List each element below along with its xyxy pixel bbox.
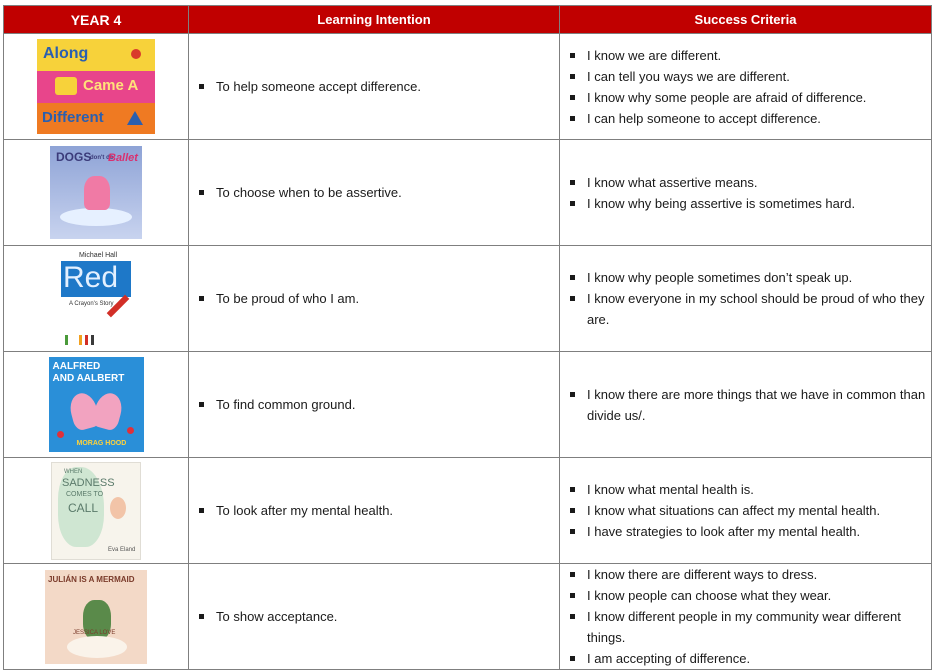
- criteria-item: I know why some people are afraid of difference.: [587, 87, 931, 108]
- book-cover-aalfred-and-aalbert: AALFRED AND AALBERT MORAG HOOD: [49, 357, 144, 452]
- success-criteria-cell: [560, 352, 932, 458]
- book-cover-when-sadness-comes-to-call: WHEN SADNESS COMES TO CALL Eva Eland: [51, 462, 141, 560]
- book-cover-cell: [4, 458, 189, 564]
- header-row: [4, 6, 932, 34]
- book-cover-cell: [4, 246, 189, 352]
- success-criteria-cell: [560, 34, 932, 140]
- crayon-icon: [65, 335, 68, 345]
- child-icon: [110, 497, 126, 519]
- table-row: [4, 352, 932, 458]
- crayon-icon: [79, 335, 82, 345]
- criteria-item: I can tell you ways we are different.: [587, 66, 931, 87]
- intention-text: To be proud of who I am.: [216, 288, 559, 309]
- table-row: [4, 458, 932, 564]
- triangle-character-icon: [127, 111, 143, 125]
- intention-text: To choose when to be assertive.: [216, 182, 559, 203]
- crayon-icon: [91, 335, 94, 345]
- aardvark-icon: [90, 390, 124, 432]
- table-row: [4, 246, 932, 352]
- success-criteria-cell: [560, 458, 932, 564]
- success-criteria-header: Success Criteria: [560, 6, 932, 34]
- criteria-item: I know we are different.: [587, 45, 931, 66]
- year4-table: [3, 5, 932, 670]
- criteria-item: I know people can choose what they wear.: [587, 585, 931, 606]
- apple-icon: [131, 49, 141, 59]
- criteria-item: I know why being assertive is sometimes hard.: [587, 193, 931, 214]
- success-criteria-cell: [560, 564, 932, 670]
- crayon-icon: [85, 335, 88, 345]
- year-header: YEAR 4: [4, 6, 189, 34]
- spotlight-shape: [60, 208, 132, 226]
- learning-intention-header: Learning Intention: [189, 6, 560, 34]
- criteria-item: I know different people in my community wear different things.: [587, 606, 931, 648]
- table-row: [4, 34, 932, 140]
- book-cover-cell: [4, 564, 189, 670]
- learning-intention-cell: [189, 140, 560, 246]
- book-cover-julian-is-a-mermaid: JULIÁN IS A MERMAID JESSICA LOVE: [45, 570, 147, 664]
- success-criteria-cell: [560, 140, 932, 246]
- intention-text: To help someone accept difference.: [216, 76, 559, 97]
- criteria-item: I know everyone in my school should be proud of who they are.: [587, 288, 931, 330]
- criteria-item: I have strategies to look after my mental health.: [587, 521, 931, 542]
- criteria-item: I am accepting of difference.: [587, 648, 931, 669]
- criteria-item: I know why people sometimes don’t speak up.: [587, 267, 931, 288]
- learning-intention-cell: [189, 458, 560, 564]
- learning-intention-cell: [189, 246, 560, 352]
- table-row: [4, 140, 932, 246]
- flower-icon: [127, 427, 134, 434]
- book-cover-cell: [4, 140, 189, 246]
- character-icon: [55, 77, 77, 95]
- learning-intention-cell: [189, 564, 560, 670]
- learning-intention-cell: [189, 352, 560, 458]
- intention-text: To find common ground.: [216, 394, 559, 415]
- criteria-item: I can help someone to accept difference.: [587, 108, 931, 129]
- criteria-item: I know there are more things that we have in common than divide us/.: [587, 384, 931, 426]
- book-cover-dogs-dont-do-ballet: DOGS don't do Ballet: [50, 146, 142, 239]
- learning-intention-cell: [189, 34, 560, 140]
- book-cover-cell: [4, 34, 189, 140]
- intention-text: To show acceptance.: [216, 606, 559, 627]
- flower-icon: [57, 431, 64, 438]
- criteria-item: I know what mental health is.: [587, 479, 931, 500]
- dog-in-tutu-icon: [84, 176, 110, 210]
- criteria-item: I know what situations can affect my mental health.: [587, 500, 931, 521]
- table-row: [4, 564, 932, 670]
- success-criteria-cell: [560, 246, 932, 352]
- book-cover-cell: [4, 352, 189, 458]
- intention-text: To look after my mental health.: [216, 500, 559, 521]
- criteria-item: I know what assertive means.: [587, 172, 931, 193]
- mermaid-tail-shape: [67, 636, 127, 658]
- book-cover-red: Michael Hall Red A Crayon's Story: [57, 251, 135, 346]
- criteria-item: I know there are different ways to dress.: [587, 564, 931, 585]
- book-cover-along-came-a-different: Along Came A Different: [37, 39, 155, 134]
